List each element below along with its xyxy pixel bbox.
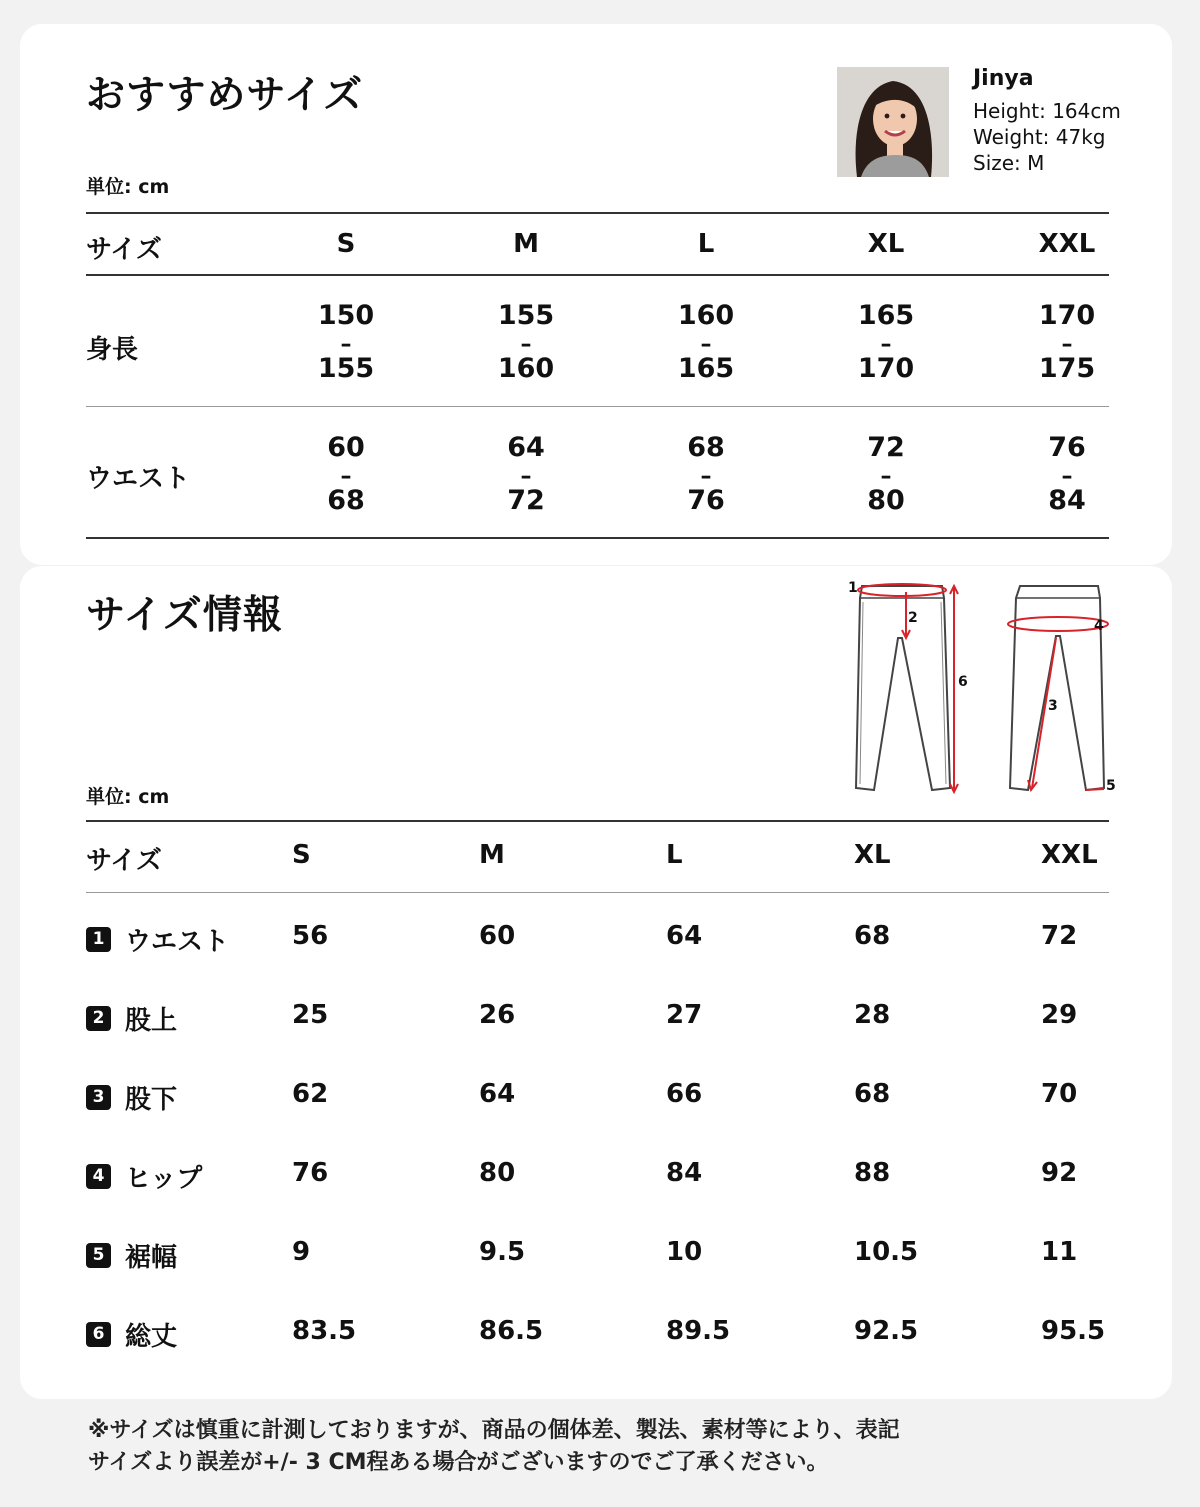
info-row-label: [86, 1158, 202, 1195]
row-label-text: 股下: [125, 1085, 178, 1115]
row-number-badge: 4: [86, 1164, 111, 1189]
row-number-badge: 5: [86, 1243, 111, 1268]
pants-front-diagram: [840, 576, 1000, 798]
waist-m: 64 – 72: [507, 432, 545, 516]
model-height: Height: 164cm: [973, 99, 1121, 123]
info-cell-value: 9.5: [479, 1237, 526, 1267]
model-size: Size: M: [973, 151, 1045, 175]
header-rule: [86, 274, 1109, 276]
info-cell-value: 89.5: [666, 1316, 731, 1346]
size-info-card: [20, 566, 1172, 1399]
info-cell-value: 27: [666, 1000, 703, 1030]
row-number-badge: 3: [86, 1085, 111, 1110]
row-number-badge: 2: [86, 1006, 111, 1031]
model-info: [973, 66, 1121, 176]
info-cell-value: 64: [666, 921, 703, 951]
info-cell-value: 25: [292, 1000, 329, 1030]
row-label-text: 裾幅: [125, 1243, 178, 1273]
info-cell-value: 64: [479, 1079, 516, 1109]
info-cell-value: 88: [854, 1158, 891, 1188]
footnote-line-1: ※サイズは慎重に計測しておりますが、商品の個体差、製法、素材等により、表記: [88, 1418, 900, 1443]
info-size-col-xl: XL: [854, 840, 891, 870]
info-cell-value: 84: [666, 1158, 703, 1188]
row-label-height: 身長: [86, 335, 139, 365]
size-info-title: サイズ情報: [86, 593, 283, 638]
size-col-m: M: [513, 229, 539, 259]
row-number-badge: 1: [86, 927, 111, 952]
info-cell-value: 60: [479, 921, 516, 951]
height-s: 150 – 155: [317, 300, 375, 384]
model-weight: Weight: 47kg: [973, 125, 1106, 149]
info-cell-value: 10.5: [854, 1237, 919, 1267]
info-cell-value: 92: [1041, 1158, 1078, 1188]
model-photo: [837, 67, 949, 177]
table-top-rule: [86, 212, 1109, 214]
info-cell-value: 26: [479, 1000, 516, 1030]
info-size-col-m: M: [479, 840, 505, 870]
waist-xl: 72 – 80: [867, 432, 905, 516]
info-cell-value: 68: [854, 1079, 891, 1109]
info-row-label: [86, 1000, 177, 1037]
height-l: 160 – 165: [677, 300, 735, 384]
recommended-title: おすすめサイズ: [86, 73, 364, 118]
waist-xxl: 76 – 84: [1048, 432, 1086, 516]
info-cell-value: 83.5: [292, 1316, 357, 1346]
size-col-xxl: XXL: [1038, 229, 1096, 259]
recommended-unit: 単位: cm: [86, 176, 170, 198]
info-cell-value: 28: [854, 1000, 891, 1030]
info-cell-value: 29: [1041, 1000, 1078, 1030]
diagram-num-5: 5: [1106, 778, 1116, 794]
info-cell-value: 62: [292, 1079, 329, 1109]
row-label-waist: ウエスト: [86, 464, 191, 494]
info-cell-value: 70: [1041, 1079, 1078, 1109]
info-cell-value: 56: [292, 921, 329, 951]
info-row-label: [86, 1237, 177, 1274]
info-cell-value: 66: [666, 1079, 703, 1109]
info-row-label: [86, 1079, 177, 1116]
info-cell-value: 95.5: [1041, 1316, 1106, 1346]
info-cell-value: 11: [1041, 1237, 1078, 1267]
info-cell-value: 10: [666, 1237, 703, 1267]
size-header-label: サイズ: [86, 235, 162, 265]
info-cell-value: 9: [292, 1237, 311, 1267]
table-bottom-rule: [86, 537, 1109, 539]
row-divider: [86, 406, 1109, 407]
row-label-text: ウエスト: [125, 927, 230, 957]
model-name: Jinya: [973, 66, 1034, 91]
size-col-l: L: [697, 229, 715, 259]
info-cell-value: 86.5: [479, 1316, 544, 1346]
diagram-num-4: 4: [1094, 618, 1104, 634]
waist-l: 68 – 76: [687, 432, 725, 516]
recommended-size-card: [20, 24, 1172, 565]
info-table-top-rule: [86, 820, 1109, 822]
size-col-s: S: [336, 229, 356, 259]
waist-s: 60 – 68: [327, 432, 365, 516]
info-cell-value: 76: [292, 1158, 329, 1188]
footnote-line-2: サイズより誤差が+/- 3 CM程ある場合がございますのでご了承ください。: [88, 1450, 829, 1475]
info-cell-value: 92.5: [854, 1316, 919, 1346]
height-xl: 165 – 170: [857, 300, 915, 384]
info-size-col-s: S: [292, 840, 311, 870]
info-cell-value: 80: [479, 1158, 516, 1188]
diagram-num-6: 6: [958, 674, 968, 690]
info-cell-value: 68: [854, 921, 891, 951]
row-label-text: 総丈: [125, 1322, 178, 1352]
row-label-text: 股上: [125, 1006, 178, 1036]
info-row-label: [86, 921, 229, 958]
size-col-xl: XL: [867, 229, 905, 259]
info-size-header-label: サイズ: [86, 846, 162, 876]
info-row-label: [86, 1316, 177, 1353]
height-m: 155 – 160: [497, 300, 555, 384]
info-size-col-l: L: [666, 840, 683, 870]
footnote: [88, 1415, 900, 1479]
height-xxl: 170 – 175: [1038, 300, 1096, 384]
pants-back-diagram: [1002, 576, 1122, 798]
diagram-num-1: 1: [848, 580, 858, 596]
diagram-num-2: 2: [908, 610, 918, 626]
info-size-col-xxl: XXL: [1041, 840, 1098, 870]
info-header-rule: [86, 892, 1109, 893]
row-label-text: ヒップ: [125, 1164, 203, 1194]
diagram-num-3: 3: [1048, 698, 1058, 714]
info-cell-value: 72: [1041, 921, 1078, 951]
size-info-unit: 単位: cm: [86, 786, 170, 808]
row-number-badge: 6: [86, 1322, 111, 1347]
